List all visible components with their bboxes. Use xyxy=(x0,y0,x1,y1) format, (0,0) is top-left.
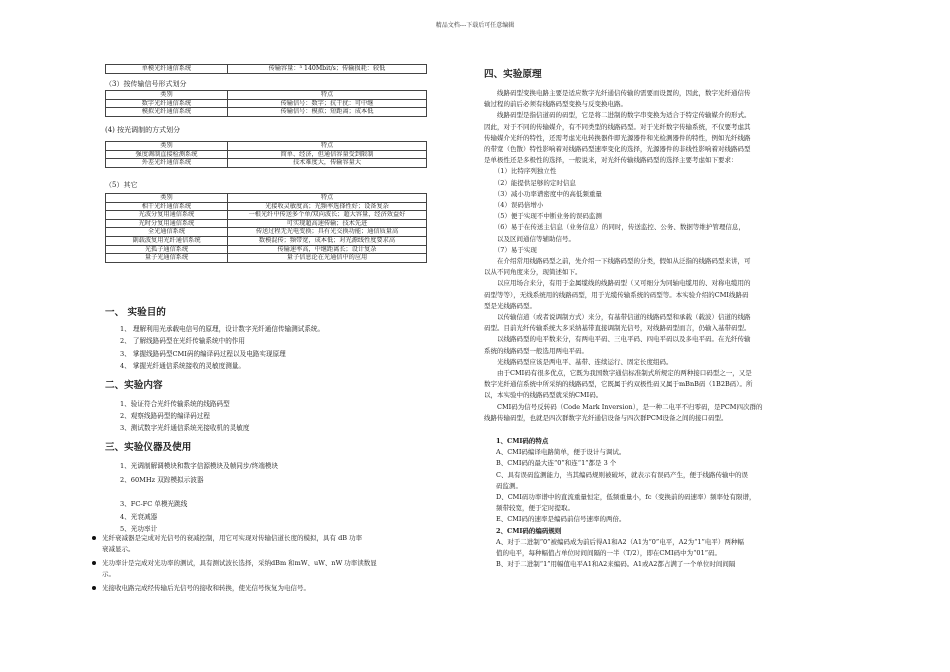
table-row xyxy=(106,99,427,108)
table-cell-feature: 传输信号：数字；抗干扰：可中继 xyxy=(227,99,426,108)
table-row xyxy=(106,236,427,245)
table-cell-category: 全光通信系统 xyxy=(106,228,228,237)
table-fiber-type xyxy=(105,64,427,74)
bullet-power-meter: 光功率计是完成对光功率的测试，具有测试波长选择，采纳dBm 和mW、uW、nW 功率读数显 示。 xyxy=(92,558,377,580)
table-row xyxy=(106,254,427,263)
table-row xyxy=(106,219,427,228)
table-cell-feature: 传输容量：³ 140Mbit/s；传输损耗：较低 xyxy=(227,65,426,74)
text-line: 由于CMI码有很多优点，它既为我国数字通信标准制式所规定的两种接口码型之一，又是 xyxy=(484,369,752,378)
principle-text xyxy=(484,88,762,424)
table-cell-category: 强度调制直接检测系统 xyxy=(106,150,228,159)
text-line: （5）便于实现不中断业务的误码监测 xyxy=(484,212,602,221)
content-item: 3、测试数字光纤通信系统光接收机的灵敏度 xyxy=(120,424,250,432)
heading-experiment-principle: 四、实验原理 xyxy=(484,69,542,80)
instrument-item: 5、光功率计 xyxy=(120,525,158,533)
purpose-item: 3、 掌握线路码型CMI码的编译码过程以及电路实现原理 xyxy=(120,350,286,358)
table-cell-category: 类别 xyxy=(106,91,228,100)
cmi-rule-line: A、对于二进制“0”被编码成为前后得A1和A2（A1为“0”电平，A2为“1”电平）两种幅 xyxy=(496,537,744,546)
cmi-rules-title: 2、CMI码的编码规则 xyxy=(496,526,562,535)
content-item: 2、观察线路码型的编译码过程 xyxy=(120,412,210,420)
table-cell-feature: 光接收灵敏度高；光频率选择性好；设备复杂 xyxy=(227,202,426,211)
text-line: 系统的线路码型一般选用两电平码。 xyxy=(484,346,588,355)
text-line: （3）减小功率谱密度中的高低频重量 xyxy=(484,189,602,198)
table-cell-category: 数字光纤通信系统 xyxy=(106,99,228,108)
cmi-feature-line: B、CMI码的最大连“0”和连“1”都是 3 个 xyxy=(496,459,617,468)
table-cell-feature: 可实现超高速传输；技术先进 xyxy=(227,219,426,228)
table-cell-category: 量子光通信系统 xyxy=(106,254,228,263)
bullet-dot-icon xyxy=(92,561,96,565)
purpose-item: 4、 掌握光纤通信系统接收的灵敏度测量。 xyxy=(120,362,245,370)
heading-experiment-content: 二、实验内容 xyxy=(105,380,163,391)
cmi-section xyxy=(496,436,755,570)
instrument-item: 1、光调制解调模块和数字信源模块及帧同步/终端模块 xyxy=(120,462,279,470)
text-line: 在介绍常用线路码型之前，先介绍一下线路码型的分类，假如从泛指的线路码型来讲，可 xyxy=(484,257,751,266)
table-cell-feature: 简单、经济，但通信容量受到限制 xyxy=(227,150,426,159)
text-line: 线路码型是指信道码的码型，它是将二进制的数字串变换为适合于特定传输媒介的形式。 xyxy=(484,111,751,120)
heading-instruments: 三、实验仪器及使用 xyxy=(105,442,192,453)
table-cell-category: 类别 xyxy=(106,142,228,151)
table-cell-category: 类别 xyxy=(106,194,228,203)
table-cell-category: 模拟光纤通信系统 xyxy=(106,108,228,117)
content-item: 1、验证符合光纤传输系统的线路码型 xyxy=(120,400,230,408)
table-cell-category: 单模光纤通信系统 xyxy=(106,65,228,74)
table-row xyxy=(106,159,427,168)
text-line: 以从不同角度来分，现简述如下。 xyxy=(484,268,582,277)
text-line: CMI码为信号反转码（Code Mark Inversion），是一种二电平不归零码，是PCM四次群的 xyxy=(484,402,763,411)
bullet-dot-icon xyxy=(92,586,96,590)
table-cell-category: 副载波复用光纤通信系统 xyxy=(106,236,228,245)
text-line: 数字光纤通信系统中所采纳的线路码型，它既属于约双极性码又属于mBnB码（1B2B码）。所 xyxy=(484,380,753,389)
text-line: （7）易于实现 xyxy=(484,245,537,254)
text-line: 以线路码型的电平数来分，有两电平码、三电平码、四电平码以及多电平码。在光纤传输 xyxy=(484,335,751,344)
bullet-dot-icon xyxy=(92,536,96,540)
table-cell-feature: 特点 xyxy=(227,91,426,100)
text-line: 以及区间通信等辅助信号。 xyxy=(484,234,575,243)
table-cell-category: 外差光纤通信系统 xyxy=(106,159,228,168)
text-line: 码型。目前光纤传输系统大多采纳基带直接调制光信号，对线路码型而言，仍输入基带码型。 xyxy=(484,324,751,333)
cmi-feature-line: A、CMI码编译电路简单，便于设计与调试。 xyxy=(496,448,626,457)
table-row xyxy=(106,228,427,237)
table-row xyxy=(106,211,427,220)
text-line: （2）能提供足够的定时信息 xyxy=(484,178,576,187)
table-cell-feature: 数模混传；频带宽，成本低；对光源线性度要求高 xyxy=(227,236,426,245)
instrument-item: 2、60MHz 双踪模拟示波器 xyxy=(120,476,204,484)
instrument-item: 4、光衰减器 xyxy=(120,513,158,521)
table-cell-category: 光时分复用通信系统 xyxy=(106,219,228,228)
bullet-receiver: 光接收电路完成经传输后光信号的接收和转换，使光信号恢复为电信号。 xyxy=(92,583,310,594)
text-line: 光线路码型应该是两电平、基带、连续运行、固定长度组码。 xyxy=(484,357,673,366)
cmi-feature-line: 码监测。 xyxy=(496,481,522,490)
text-line: 因此，对于不同的传输媒介，有不同类型的线路码型。对于光纤数字传输系统，不仅要考虑其 xyxy=(484,122,751,131)
text-line: 的带宽（色散）特性影响着对线路码型速率变化的选择，光源器件的非线性影响着对线路码型 xyxy=(484,145,751,154)
table-row xyxy=(106,202,427,211)
table-cell-feature: 技术难度大，传输容量大 xyxy=(227,159,426,168)
text-line: 码型等等），无线系统用的线路码型，用于光缆传输系统的码型等。本实验介绍的CMI线路码 xyxy=(484,290,749,299)
instrument-item: 3、FC-FC 单模光跳线 xyxy=(120,500,188,508)
section-signal-form-title: （3）按传输信号形式划分 xyxy=(105,80,187,88)
text-line: 线路传输码型，也就是四次群数字光纤通信设备与四次群PCM设备之间的接口码型。 xyxy=(484,413,728,422)
cmi-feature-line: D、CMI码功率谱中的直流重量恒定，低频重量小，fc（变换前的码速率）频率处有限谱， xyxy=(496,493,756,502)
cmi-feature-line: E、CMI码的速率是编码前信号速率的两倍。 xyxy=(496,515,626,524)
cmi-feature-line: 频带较宽，便于定时提取。 xyxy=(496,504,574,513)
text-line: （4）误码倍增小 xyxy=(484,201,544,210)
table-cell-feature: 一根光纤中传送多个单/双向波长；超大容量，经济效益好 xyxy=(227,211,426,220)
table-cell-feature: 传送过程无光电变换；具有光交换功能；通信质量高 xyxy=(227,228,426,237)
page-header: 精品文档---下载后可任意编辑 xyxy=(435,22,515,29)
table-row xyxy=(106,150,427,159)
cmi-rule-line: B、对于二进制“1”用幅值电平A1和A2来编码。A1或A2都占满了一个单位时间间隔 xyxy=(496,560,736,569)
table-row xyxy=(106,108,427,117)
cmi-rule-line: 值的电平，每种幅值占单位时间间隔的一半（T/2），即在CMI码中为“01”码。 xyxy=(496,549,722,558)
cmi-feature-line: C、具有误码监测能力，当其编码规则被破坏，就表示有误码产生，便于线路传输中的误 xyxy=(496,470,748,479)
table-header-row xyxy=(106,142,427,151)
text-line: 输过程的前后必须有线路码型变换与反变换电路。 xyxy=(484,100,627,109)
table-row xyxy=(106,245,427,254)
purpose-item: 2、 了解线路码型在光纤传输系统中的作用 xyxy=(120,337,245,345)
table-cell-category: 光波分复用通信系统 xyxy=(106,211,228,220)
table-header-row xyxy=(106,194,427,203)
text-line: 以，本实验中的线路码型就采纳CMI码。 xyxy=(484,391,603,400)
text-line: 以应用场合来分，有用于金属缆线的线路码型（又可细分为同轴电缆用的、对称电缆用的 xyxy=(484,279,751,288)
table-cell-feature: 特点 xyxy=(227,194,426,203)
bullet-attenuator: 光纤衰减器是完成对光信号的衰减控制，用它可实现对传输信道长度的模拟，具有 dB 功率 衰减显示。 xyxy=(92,533,362,555)
table-cell-feature: 传输速率高，中继距离长；设计复杂 xyxy=(227,245,426,254)
table-modulation xyxy=(105,141,427,168)
text-line: （1）比特序列独立性 xyxy=(484,167,557,176)
table-signal-form xyxy=(105,90,427,117)
purpose-item: 1、 理解利用光承载电信号的原理，设计数字光纤通信传输测试系统。 xyxy=(120,325,325,333)
text-line: （6）易于在传送主信息（业务信息）的同时，传送监控、公务、数据等维护管理信息， xyxy=(484,223,745,232)
text-line: 以传输信道（或者说调制方式）来分，有基带信道的线路码型和承载（载波）信道的线路 xyxy=(484,313,751,322)
text-line: 是单极性还是多极性的选择，一般说来，对光纤传输线路码型的选择主要考虑如下要求： xyxy=(484,156,738,165)
table-other xyxy=(105,193,427,263)
section-other-title: （5）其它 xyxy=(105,181,138,189)
cmi-features-title: 1、CMI码的特点 xyxy=(496,437,549,445)
table-cell-feature: 特点 xyxy=(227,142,426,151)
table-cell-category: 相干光纤通信系统 xyxy=(106,202,228,211)
text-line: 型是光线路码型。 xyxy=(484,301,536,310)
table-header-row xyxy=(106,91,427,100)
section-modulation-title: (4) 按光调制的方式划分 xyxy=(105,126,181,134)
table-cell-feature: 量子信息论在光通信中的应用 xyxy=(227,254,426,263)
table-cell-feature: 传输信号：模拟；短距离；成本低 xyxy=(227,108,426,117)
table-row xyxy=(106,65,427,74)
table-cell-category: 光孤子通信系统 xyxy=(106,245,228,254)
heading-experiment-purpose: 一、 实验目的 xyxy=(105,307,166,318)
text-line: 传输媒介光纤的特性，还需考虑光电转换器件即光源器件和光检测器件的特性，例如光纤线路 xyxy=(484,133,751,142)
text-line: 线路码型变换电路主要是适应数字光纤通信传输的需要而设置的，因此，数字光纤通信传 xyxy=(484,89,751,97)
